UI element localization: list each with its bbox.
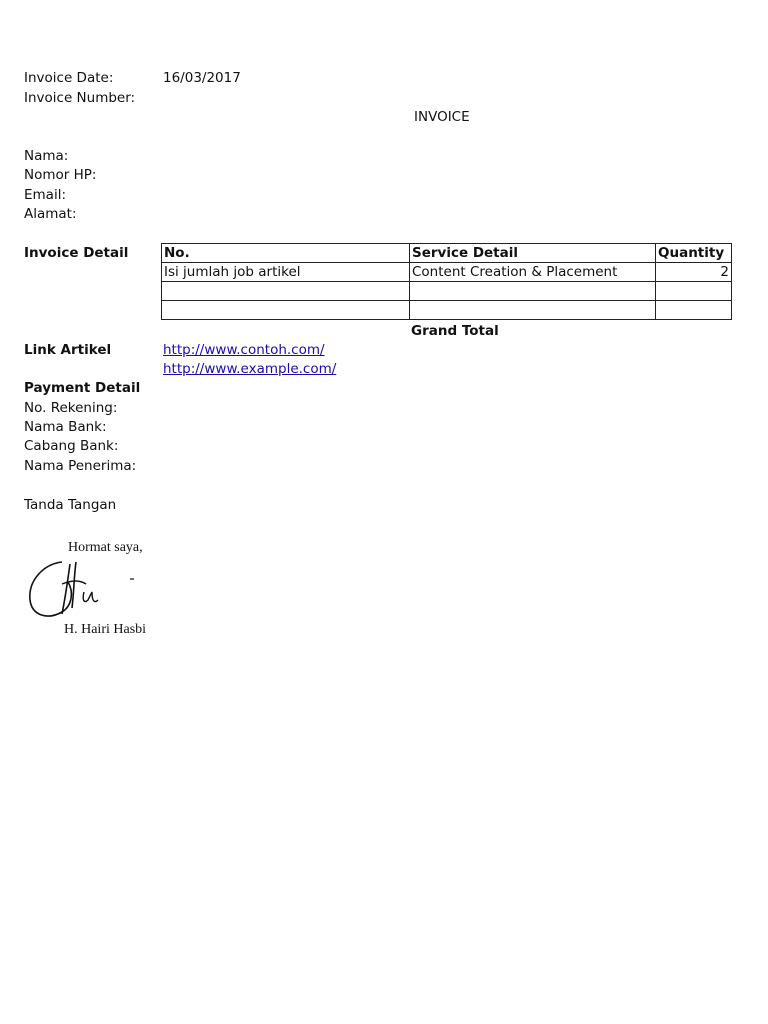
invoice-date-value: 16/03/2017 bbox=[163, 70, 241, 86]
signature-name: H. Hairi Hasbi bbox=[64, 622, 147, 637]
signature-stroke bbox=[83, 592, 98, 602]
table-cell-service-detail bbox=[410, 301, 656, 320]
table-cell-quantity bbox=[656, 282, 732, 301]
table-cell-no bbox=[162, 282, 410, 301]
cabang-bank-label: Cabang Bank: bbox=[24, 438, 119, 454]
invoice-detail-heading: Invoice Detail bbox=[24, 245, 129, 261]
grand-total-label: Grand Total bbox=[411, 323, 499, 339]
signature-image bbox=[22, 534, 192, 642]
table-cell-no bbox=[162, 301, 410, 320]
table-row bbox=[162, 263, 732, 282]
table-row bbox=[162, 301, 732, 320]
signature-stroke bbox=[30, 562, 72, 616]
email-label: Email: bbox=[24, 187, 67, 203]
link-example[interactable]: http://www.example.com/ bbox=[163, 361, 337, 377]
nomor-hp-label: Nomor HP: bbox=[24, 167, 97, 183]
nama-label: Nama: bbox=[24, 148, 69, 164]
tanda-tangan-label: Tanda Tangan bbox=[24, 497, 117, 513]
link-contoh[interactable]: http://www.contoh.com/ bbox=[163, 342, 325, 358]
table-row bbox=[162, 282, 732, 301]
no-rekening-label: No. Rekening: bbox=[24, 400, 118, 416]
invoice-date-label: Invoice Date: bbox=[24, 70, 114, 86]
invoice-detail-table bbox=[161, 243, 732, 320]
signature-stroke bbox=[72, 562, 76, 608]
table-cell-no: Isi jumlah job artikel bbox=[162, 263, 410, 282]
invoice-title: INVOICE bbox=[414, 109, 470, 125]
nama-penerima-label: Nama Penerima: bbox=[24, 458, 137, 474]
alamat-label: Alamat: bbox=[24, 206, 77, 222]
payment-detail-heading: Payment Detail bbox=[24, 380, 141, 396]
table-cell-service-detail: Content Creation & Placement bbox=[410, 263, 656, 282]
signature-greeting: Hormat saya, bbox=[68, 540, 143, 555]
nama-bank-label: Nama Bank: bbox=[24, 419, 107, 435]
link-artikel-heading: Link Artikel bbox=[24, 342, 112, 358]
column-header-service-detail: Service Detail bbox=[410, 244, 656, 263]
table-cell-quantity bbox=[656, 301, 732, 320]
table-cell-service-detail bbox=[410, 282, 656, 301]
table-cell-quantity: 2 bbox=[656, 263, 732, 282]
column-header-quantity: Quantity bbox=[656, 244, 732, 263]
column-header-no: No. bbox=[162, 244, 410, 263]
table-header-row bbox=[162, 244, 732, 263]
invoice-number-label: Invoice Number: bbox=[24, 90, 136, 106]
